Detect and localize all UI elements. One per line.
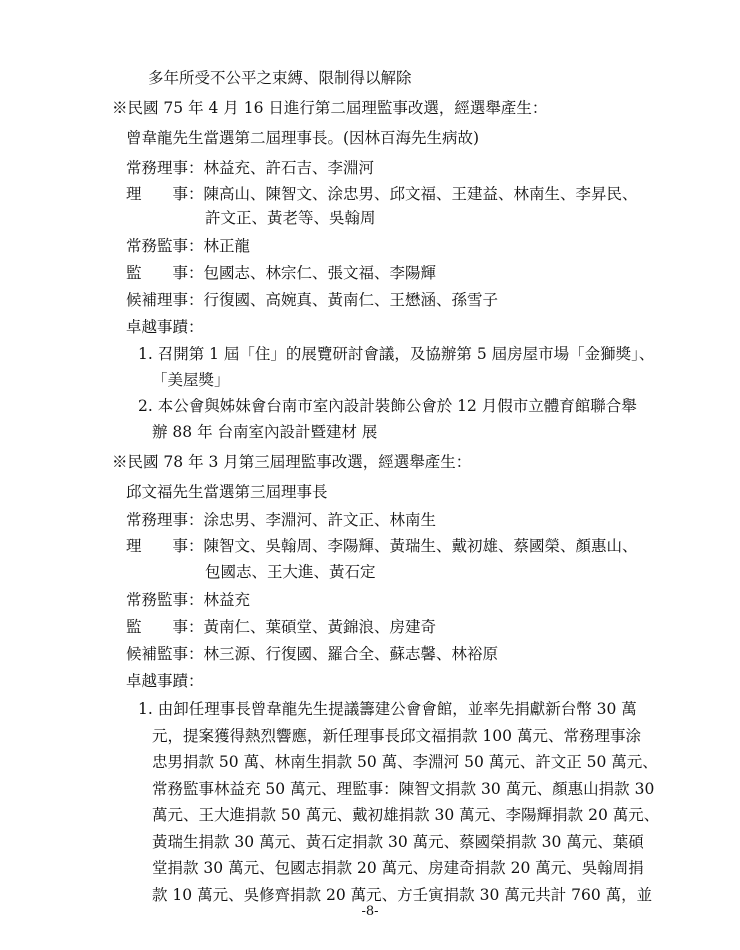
text-line: 常務監事林益充 50 萬元、理監事：陳智文捐款 30 萬元、顏惠山捐款 30 xyxy=(152,779,655,798)
list-item: 1. 召開第 1 屆「住」的展覽研討會議，及協辦第 5 屆房屋市場「金獅獎」、 xyxy=(138,345,655,363)
text-line: 理 事：陳智文、吳翰周、李陽輝、黃瑞生、戴初雄、蔡國榮、顏惠山、 xyxy=(126,537,638,555)
text-line: 常務監事：林正龍 xyxy=(126,237,251,255)
text-line: 多年所受不公平之束縛、限制得以解除 xyxy=(148,69,412,87)
text-line: 卓越事蹟： xyxy=(126,672,204,690)
text-line: 監 事：黃南仁、葉碩堂、黃錦浪、房建奇 xyxy=(126,618,437,636)
text-line: 監 事：包國志、林宗仁、張文福、李陽輝 xyxy=(126,264,437,282)
list-item: 1. 由卸任理事長曾韋龍先生提議籌建公會會館，並率先捐獻新台幣 30 萬 xyxy=(138,700,637,718)
section-heading: ※民國 78 年 3 月第三屆理監事改選，經選舉產生： xyxy=(112,453,472,471)
section-heading: ※民國 75 年 4 月 16 日進行第二屆理監事改選，經選舉產生： xyxy=(112,99,548,117)
text-line: 「美屋獎」 xyxy=(152,371,230,389)
page-number: -8- xyxy=(361,904,379,919)
text-line: 款 10 萬元、吳修齊捐款 20 萬元、方壬寅捐款 30 萬元共計 760 萬，並 xyxy=(152,885,653,904)
text-line: 黃瑞生捐款 30 萬元、黃石定捐款 30 萬元、蔡國榮捐款 30 萬元、葉碩 xyxy=(152,832,644,851)
text-line: 候補理事：行復國、高婉真、黃南仁、王懋涵、孫雪子 xyxy=(126,291,499,309)
text-line: 常務理事：涂忠男、李淵河、許文正、林南生 xyxy=(126,511,437,529)
text-line: 元，提案獲得熱烈響應，新任理事長邱文福捐款 100 萬元、常務理事涂 xyxy=(152,726,641,745)
text-line: 理 事：陳高山、陳智文、涂忠男、邱文福、王建益、林南生、李昇民、 xyxy=(126,185,638,203)
text-line: 忠男捐款 50 萬、林南生捐款 50 萬、李淵河 50 萬元、許文正 50 萬元、 xyxy=(152,753,658,771)
text-line: 包國志、王大進、黃石定 xyxy=(205,563,376,581)
text-line: 卓越事蹟： xyxy=(126,318,204,336)
text-line: 堂捐款 30 萬元、包國志捐款 20 萬元、房建奇捐款 20 萬元、吳翰周捐 xyxy=(152,859,644,877)
text-line: 候補監事：林三源、行復國、羅合全、蘇志馨、林裕原 xyxy=(126,645,499,663)
text-line: 辦 88 年 台南室內設計暨建材 展 xyxy=(152,423,378,441)
text-line: 邱文福先生當選第三屆理事長 xyxy=(126,483,328,501)
text-line: 曾韋龍先生當選第二屆理事長。(因林百海先生病故) xyxy=(126,129,480,147)
text-line: 常務監事：林益充 xyxy=(126,591,251,609)
text-line: 萬元、王大進捐款 50 萬元、戴初雄捐款 30 萬元、李陽輝捐款 20 萬元、 xyxy=(152,806,660,824)
text-line: 許文正、黃老等、吳翰周 xyxy=(205,209,376,227)
text-line: 常務理事：林益充、許石吉、李淵河 xyxy=(126,159,375,177)
list-item: 2. 本公會與姊妹會台南市室內設計裝飾公會於 12 月假市立體育館聯合舉 xyxy=(138,397,637,415)
